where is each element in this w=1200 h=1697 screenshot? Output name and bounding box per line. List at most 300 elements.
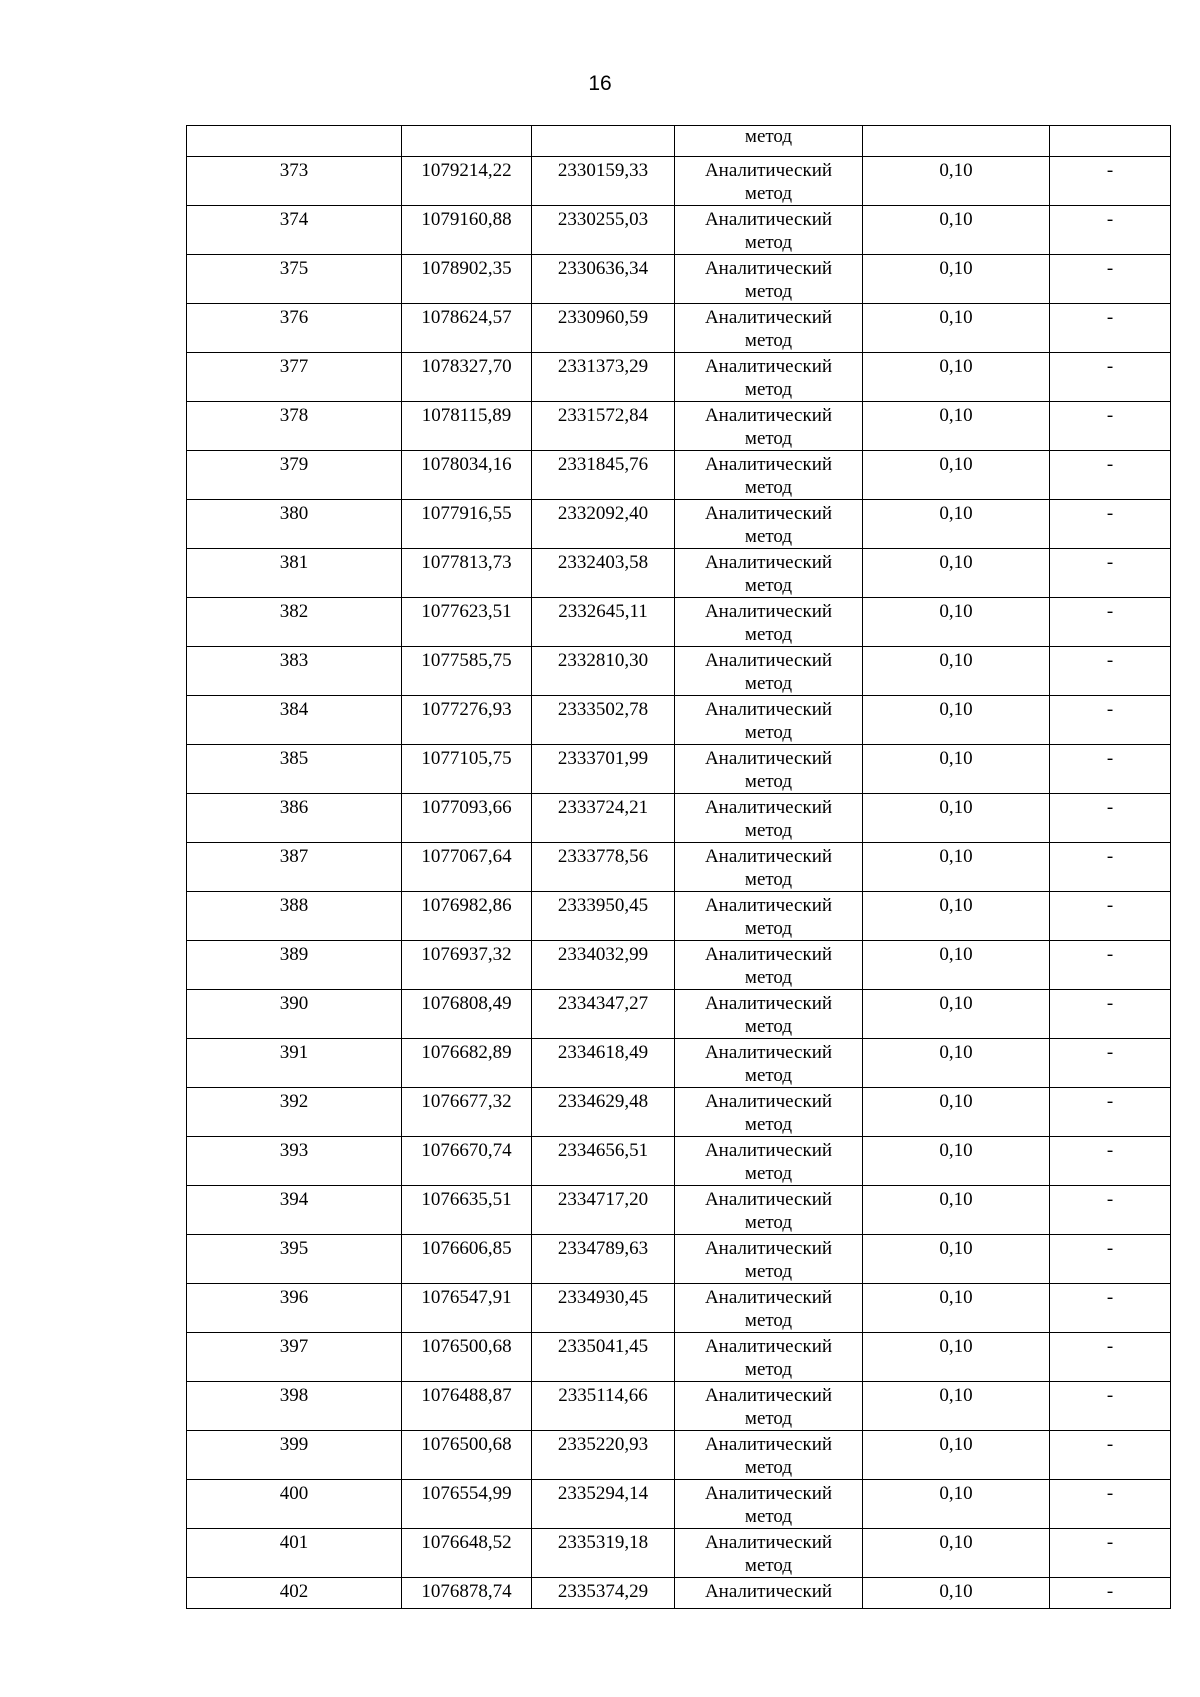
method-text-line2: метод bbox=[744, 1114, 793, 1135]
cell-point-number bbox=[187, 402, 402, 451]
cell-y bbox=[532, 745, 675, 794]
cell-point-number bbox=[187, 892, 402, 941]
table-row bbox=[187, 990, 1171, 1039]
table-row bbox=[187, 353, 1171, 402]
cell-accuracy bbox=[863, 1039, 1050, 1088]
cell-method bbox=[675, 696, 863, 745]
cell-note bbox=[1050, 892, 1171, 941]
cell-point-number-text: 400 bbox=[279, 1483, 309, 1504]
table-row bbox=[187, 892, 1171, 941]
cell-note-text: - bbox=[1106, 650, 1114, 671]
cell-note-text: - bbox=[1106, 699, 1114, 720]
cell-y-text: 2334032,99 bbox=[557, 944, 649, 965]
method-text: Аналитический bbox=[704, 1385, 833, 1406]
cell-method bbox=[675, 598, 863, 647]
cell-point-number-text: 384 bbox=[279, 699, 309, 720]
cell-note bbox=[1050, 696, 1171, 745]
cell-x-text: 1076500,68 bbox=[421, 1434, 512, 1455]
cell-accuracy-text: 0,10 bbox=[939, 993, 973, 1014]
method-text: Аналитический bbox=[704, 1091, 833, 1112]
cell-note-text: - bbox=[1106, 1385, 1114, 1406]
cell-note-text: - bbox=[1106, 258, 1114, 279]
cell-x bbox=[402, 1382, 532, 1431]
cell-y-text: 2331572,84 bbox=[557, 405, 649, 426]
cell-x-text: 1076670,74 bbox=[421, 1140, 512, 1161]
cell-method bbox=[675, 1431, 863, 1480]
table-row bbox=[187, 206, 1171, 255]
cell-x-text: 1077067,64 bbox=[421, 846, 512, 867]
method-text-line2: метод bbox=[744, 232, 793, 253]
cell-method bbox=[675, 451, 863, 500]
cell-accuracy-text: 0,10 bbox=[939, 846, 973, 867]
table-row bbox=[187, 549, 1171, 598]
cell-accuracy bbox=[863, 1480, 1050, 1529]
method-text: Аналитический bbox=[704, 846, 833, 867]
cell-method bbox=[675, 745, 863, 794]
cell-point-number-text: 402 bbox=[279, 1581, 309, 1602]
cell-x bbox=[402, 892, 532, 941]
method-text: Аналитический bbox=[704, 1532, 833, 1553]
cell-point-number bbox=[187, 1284, 402, 1333]
cell-point-number-text: 394 bbox=[279, 1189, 309, 1210]
method-text-line2: метод bbox=[744, 1065, 793, 1086]
cell-note bbox=[1050, 1480, 1171, 1529]
cell-accuracy-text: 0,10 bbox=[939, 454, 973, 475]
table-row bbox=[187, 941, 1171, 990]
method-text-line2: метод bbox=[744, 820, 793, 841]
method-text-line2: метод bbox=[744, 1163, 793, 1184]
cell-y-text: 2335041,45 bbox=[557, 1336, 649, 1357]
method-text-line2: метод bbox=[744, 330, 793, 351]
method-text: Аналитический bbox=[704, 699, 833, 720]
method-text-line2: метод bbox=[744, 771, 793, 792]
cell-y bbox=[532, 1088, 675, 1137]
cell-note bbox=[1050, 1333, 1171, 1382]
cell-point-number-text: 379 bbox=[279, 454, 309, 475]
cell-x bbox=[402, 255, 532, 304]
cell-y bbox=[532, 206, 675, 255]
method-text-line2: метод bbox=[744, 428, 793, 449]
cell-note bbox=[1050, 1578, 1171, 1609]
cell-note bbox=[1050, 1529, 1171, 1578]
cell-point-number bbox=[187, 451, 402, 500]
table-row bbox=[187, 157, 1171, 206]
cell-y bbox=[532, 549, 675, 598]
cell-y-text: 2334347,27 bbox=[557, 993, 649, 1014]
cell-point-number-text: 391 bbox=[279, 1042, 309, 1063]
table-row bbox=[187, 1137, 1171, 1186]
cell-y bbox=[532, 696, 675, 745]
table-row bbox=[187, 255, 1171, 304]
cell-note-text: - bbox=[1106, 209, 1114, 230]
table-row bbox=[187, 1382, 1171, 1431]
cell-note bbox=[1050, 451, 1171, 500]
cell-x bbox=[402, 745, 532, 794]
cell-note-text: - bbox=[1106, 993, 1114, 1014]
cell-point-number-text: 383 bbox=[279, 650, 309, 671]
cell-accuracy bbox=[863, 647, 1050, 696]
cell-point-number-text: 381 bbox=[279, 552, 309, 573]
cell-x bbox=[402, 206, 532, 255]
cell-note bbox=[1050, 157, 1171, 206]
table-row bbox=[187, 696, 1171, 745]
table-row bbox=[187, 1431, 1171, 1480]
cell-note-text: - bbox=[1106, 1042, 1114, 1063]
cell-accuracy bbox=[863, 598, 1050, 647]
method-text: Аналитический bbox=[704, 356, 833, 377]
cell-method bbox=[675, 1333, 863, 1382]
cell-accuracy bbox=[863, 1382, 1050, 1431]
cell-note-text: - bbox=[1106, 356, 1114, 377]
cell-point-number bbox=[187, 353, 402, 402]
cell-accuracy bbox=[863, 255, 1050, 304]
cell-accuracy bbox=[863, 1333, 1050, 1382]
method-text: Аналитический bbox=[704, 307, 833, 328]
cell-note-text: - bbox=[1106, 944, 1114, 965]
method-text-line2: метод bbox=[744, 477, 793, 498]
method-text: Аналитический bbox=[704, 601, 833, 622]
cell-x-text: 1078327,70 bbox=[421, 356, 512, 377]
cell-note bbox=[1050, 745, 1171, 794]
method-text: Аналитический bbox=[704, 1238, 833, 1259]
cell-y-text: 2333502,78 bbox=[557, 699, 649, 720]
cell-note bbox=[1050, 647, 1171, 696]
cell-method bbox=[675, 1480, 863, 1529]
cell-accuracy bbox=[863, 500, 1050, 549]
method-text: Аналитический bbox=[704, 1434, 833, 1455]
cell-method bbox=[675, 1137, 863, 1186]
cell-note bbox=[1050, 206, 1171, 255]
cell-y bbox=[532, 647, 675, 696]
cell-x-text: 1076500,68 bbox=[421, 1336, 512, 1357]
cell-accuracy-text: 0,10 bbox=[939, 1042, 973, 1063]
method-text-line2: метод bbox=[744, 967, 793, 988]
cell-method bbox=[675, 647, 863, 696]
cell-x-text: 1076878,74 bbox=[421, 1581, 512, 1602]
cell-accuracy-text: 0,10 bbox=[939, 405, 973, 426]
cell-note-text: - bbox=[1106, 748, 1114, 769]
cell-y bbox=[532, 1186, 675, 1235]
cell-note-text: - bbox=[1106, 1287, 1114, 1308]
cell-y-text: 2334930,45 bbox=[557, 1287, 649, 1308]
method-text: Аналитический bbox=[704, 944, 833, 965]
cell-x bbox=[402, 1578, 532, 1609]
cell-y bbox=[532, 126, 675, 157]
cell-y-text: 2335220,93 bbox=[557, 1434, 649, 1455]
cell-method bbox=[675, 1382, 863, 1431]
method-text-line2: метод bbox=[744, 1016, 793, 1037]
cell-point-number bbox=[187, 1431, 402, 1480]
cell-method bbox=[675, 402, 863, 451]
cell-note-text: - bbox=[1106, 1091, 1114, 1112]
table-row bbox=[187, 402, 1171, 451]
cell-point-number-text: 376 bbox=[279, 307, 309, 328]
method-text-line2: метод bbox=[744, 1212, 793, 1233]
cell-y-text: 2335294,14 bbox=[557, 1483, 649, 1504]
cell-accuracy-text: 0,10 bbox=[939, 797, 973, 818]
cell-y-text: 2330636,34 bbox=[557, 258, 649, 279]
cell-accuracy bbox=[863, 990, 1050, 1039]
cell-method bbox=[675, 1284, 863, 1333]
cell-point-number-text: 374 bbox=[279, 209, 309, 230]
cell-y bbox=[532, 990, 675, 1039]
cell-x bbox=[402, 990, 532, 1039]
method-text-line2: метод bbox=[744, 575, 793, 596]
cell-x bbox=[402, 1284, 532, 1333]
cell-note-text: - bbox=[1106, 552, 1114, 573]
cell-accuracy-text: 0,10 bbox=[939, 1336, 973, 1357]
cell-y bbox=[532, 1235, 675, 1284]
cell-note-text: - bbox=[1106, 405, 1114, 426]
cell-x-text: 1078034,16 bbox=[421, 454, 512, 475]
cell-note bbox=[1050, 304, 1171, 353]
cell-x bbox=[402, 941, 532, 990]
cell-point-number bbox=[187, 1529, 402, 1578]
table-row bbox=[187, 500, 1171, 549]
cell-x bbox=[402, 451, 532, 500]
cell-point-number-text: 380 bbox=[279, 503, 309, 524]
coordinates-table-body bbox=[187, 126, 1171, 1609]
cell-x-text: 1078115,89 bbox=[421, 405, 512, 426]
cell-point-number bbox=[187, 1480, 402, 1529]
cell-x-text: 1077813,73 bbox=[421, 552, 512, 573]
cell-point-number-text: 377 bbox=[279, 356, 309, 377]
cell-accuracy bbox=[863, 1137, 1050, 1186]
cell-point-number-text: 392 bbox=[279, 1091, 309, 1112]
cell-y bbox=[532, 1382, 675, 1431]
cell-note bbox=[1050, 255, 1171, 304]
cell-x-text: 1078902,35 bbox=[421, 258, 512, 279]
cell-x-text: 1076606,85 bbox=[421, 1238, 512, 1259]
cell-note bbox=[1050, 598, 1171, 647]
cell-y bbox=[532, 794, 675, 843]
cell-x bbox=[402, 696, 532, 745]
cell-note-text: - bbox=[1106, 503, 1114, 524]
cell-method bbox=[675, 126, 863, 157]
cell-y bbox=[532, 892, 675, 941]
cell-accuracy bbox=[863, 1529, 1050, 1578]
cell-note-text: - bbox=[1106, 1189, 1114, 1210]
cell-y bbox=[532, 1431, 675, 1480]
cell-y-text: 2333950,45 bbox=[557, 895, 649, 916]
cell-method bbox=[675, 1235, 863, 1284]
cell-point-number-text: 388 bbox=[279, 895, 309, 916]
method-text: Аналитический bbox=[704, 160, 833, 181]
cell-note-text: - bbox=[1106, 160, 1114, 181]
cell-x bbox=[402, 1186, 532, 1235]
cell-x bbox=[402, 353, 532, 402]
table-row bbox=[187, 1578, 1171, 1609]
cell-accuracy-text: 0,10 bbox=[939, 1581, 973, 1602]
cell-note-text: - bbox=[1106, 1581, 1114, 1602]
cell-note bbox=[1050, 1284, 1171, 1333]
cell-y-text: 2330255,03 bbox=[557, 209, 649, 230]
cell-x bbox=[402, 794, 532, 843]
cell-note bbox=[1050, 1039, 1171, 1088]
cell-y-text: 2331845,76 bbox=[557, 454, 649, 475]
cell-y bbox=[532, 598, 675, 647]
cell-y-text: 2333701,99 bbox=[557, 748, 649, 769]
cell-y-text: 2330960,59 bbox=[557, 307, 649, 328]
cell-point-number bbox=[187, 794, 402, 843]
coordinates-table bbox=[186, 125, 1171, 1609]
method-text: Аналитический bbox=[704, 895, 833, 916]
cell-accuracy bbox=[863, 745, 1050, 794]
cell-point-number bbox=[187, 696, 402, 745]
cell-note-text: - bbox=[1106, 797, 1114, 818]
cell-accuracy-text: 0,10 bbox=[939, 1434, 973, 1455]
cell-accuracy bbox=[863, 402, 1050, 451]
cell-method bbox=[675, 157, 863, 206]
cell-y bbox=[532, 353, 675, 402]
cell-x-text: 1076648,52 bbox=[421, 1532, 512, 1553]
method-text: Аналитический bbox=[704, 552, 833, 573]
table-row bbox=[187, 598, 1171, 647]
cell-note-text: - bbox=[1106, 1434, 1114, 1455]
cell-y-text: 2335114,66 bbox=[558, 1385, 648, 1406]
cell-point-number bbox=[187, 1382, 402, 1431]
cell-method bbox=[675, 500, 863, 549]
cell-point-number bbox=[187, 843, 402, 892]
cell-point-number-text: 399 bbox=[279, 1434, 309, 1455]
table-row bbox=[187, 1088, 1171, 1137]
cell-y bbox=[532, 157, 675, 206]
cell-y bbox=[532, 304, 675, 353]
cell-y-text: 2333778,56 bbox=[557, 846, 649, 867]
cell-x bbox=[402, 1529, 532, 1578]
cell-accuracy bbox=[863, 549, 1050, 598]
method-text-line2: метод bbox=[744, 722, 793, 743]
table-row bbox=[187, 1529, 1171, 1578]
cell-accuracy bbox=[863, 206, 1050, 255]
method-text-line2: метод bbox=[744, 869, 793, 890]
cell-point-number bbox=[187, 1578, 402, 1609]
method-text: Аналитический bbox=[704, 748, 833, 769]
cell-method bbox=[675, 1578, 863, 1609]
cell-y bbox=[532, 1039, 675, 1088]
cell-y-text: 2332645,11 bbox=[558, 601, 648, 622]
cell-point-number bbox=[187, 647, 402, 696]
cell-x bbox=[402, 126, 532, 157]
method-text: метод bbox=[744, 126, 793, 147]
cell-accuracy bbox=[863, 1235, 1050, 1284]
cell-accuracy-text: 0,10 bbox=[939, 258, 973, 279]
cell-y bbox=[532, 1333, 675, 1382]
cell-accuracy-text: 0,10 bbox=[939, 699, 973, 720]
cell-x-text: 1076982,86 bbox=[421, 895, 512, 916]
cell-accuracy-text: 0,10 bbox=[939, 552, 973, 573]
cell-accuracy-text: 0,10 bbox=[939, 1385, 973, 1406]
method-text: Аналитический bbox=[704, 405, 833, 426]
cell-accuracy bbox=[863, 794, 1050, 843]
table-row bbox=[187, 451, 1171, 500]
cell-y-text: 2334789,63 bbox=[557, 1238, 649, 1259]
cell-accuracy bbox=[863, 157, 1050, 206]
cell-point-number-text: 385 bbox=[279, 748, 309, 769]
cell-y-text: 2334629,48 bbox=[557, 1091, 649, 1112]
cell-point-number bbox=[187, 745, 402, 794]
cell-x bbox=[402, 1088, 532, 1137]
cell-note-text: - bbox=[1106, 601, 1114, 622]
cell-accuracy-text: 0,10 bbox=[939, 748, 973, 769]
cell-note bbox=[1050, 1382, 1171, 1431]
cell-accuracy-text: 0,10 bbox=[939, 1238, 973, 1259]
cell-accuracy bbox=[863, 126, 1050, 157]
method-text-line2: метод bbox=[744, 1555, 793, 1576]
cell-point-number bbox=[187, 157, 402, 206]
cell-accuracy bbox=[863, 451, 1050, 500]
cell-note-text: - bbox=[1106, 454, 1114, 475]
cell-point-number-text: 398 bbox=[279, 1385, 309, 1406]
cell-x bbox=[402, 1137, 532, 1186]
method-text: Аналитический bbox=[704, 258, 833, 279]
cell-point-number bbox=[187, 1186, 402, 1235]
method-text-line2: метод bbox=[744, 1506, 793, 1527]
cell-accuracy-text: 0,10 bbox=[939, 1140, 973, 1161]
cell-y bbox=[532, 255, 675, 304]
cell-note bbox=[1050, 549, 1171, 598]
cell-x-text: 1076808,49 bbox=[421, 993, 512, 1014]
cell-x bbox=[402, 647, 532, 696]
method-text-line2: метод bbox=[744, 624, 793, 645]
method-text-line2: метод bbox=[744, 1310, 793, 1331]
table-row bbox=[187, 843, 1171, 892]
cell-y bbox=[532, 402, 675, 451]
cell-accuracy bbox=[863, 843, 1050, 892]
cell-x bbox=[402, 1431, 532, 1480]
cell-note-text: - bbox=[1106, 1483, 1114, 1504]
cell-point-number bbox=[187, 941, 402, 990]
cell-x bbox=[402, 157, 532, 206]
cell-x bbox=[402, 843, 532, 892]
cell-x-text: 1076937,32 bbox=[421, 944, 512, 965]
cell-note bbox=[1050, 500, 1171, 549]
cell-method bbox=[675, 1529, 863, 1578]
cell-y bbox=[532, 1480, 675, 1529]
cell-accuracy-text: 0,10 bbox=[939, 503, 973, 524]
cell-x bbox=[402, 549, 532, 598]
cell-x-text: 1077585,75 bbox=[421, 650, 512, 671]
cell-method bbox=[675, 1088, 863, 1137]
cell-accuracy bbox=[863, 353, 1050, 402]
cell-x bbox=[402, 1235, 532, 1284]
method-text: Аналитический bbox=[704, 1483, 833, 1504]
cell-point-number bbox=[187, 598, 402, 647]
cell-method bbox=[675, 549, 863, 598]
method-text: Аналитический bbox=[704, 454, 833, 475]
method-text-line2: метод bbox=[744, 379, 793, 400]
table-row bbox=[187, 1039, 1171, 1088]
cell-note bbox=[1050, 794, 1171, 843]
cell-point-number-text: 401 bbox=[279, 1532, 309, 1553]
cell-accuracy-text: 0,10 bbox=[939, 1483, 973, 1504]
method-text: Аналитический bbox=[704, 650, 833, 671]
cell-x-text: 1079214,22 bbox=[421, 160, 512, 181]
cell-y-text: 2334656,51 bbox=[557, 1140, 649, 1161]
cell-note-text: - bbox=[1106, 895, 1114, 916]
cell-note bbox=[1050, 1088, 1171, 1137]
cell-note bbox=[1050, 1235, 1171, 1284]
cell-y bbox=[532, 1284, 675, 1333]
cell-accuracy-text: 0,10 bbox=[939, 160, 973, 181]
cell-x-text: 1077105,75 bbox=[421, 748, 512, 769]
table-row bbox=[187, 1333, 1171, 1382]
cell-accuracy-text: 0,10 bbox=[939, 1287, 973, 1308]
cell-note-text: - bbox=[1106, 846, 1114, 867]
cell-point-number-text: 389 bbox=[279, 944, 309, 965]
cell-note bbox=[1050, 1431, 1171, 1480]
cell-method bbox=[675, 206, 863, 255]
